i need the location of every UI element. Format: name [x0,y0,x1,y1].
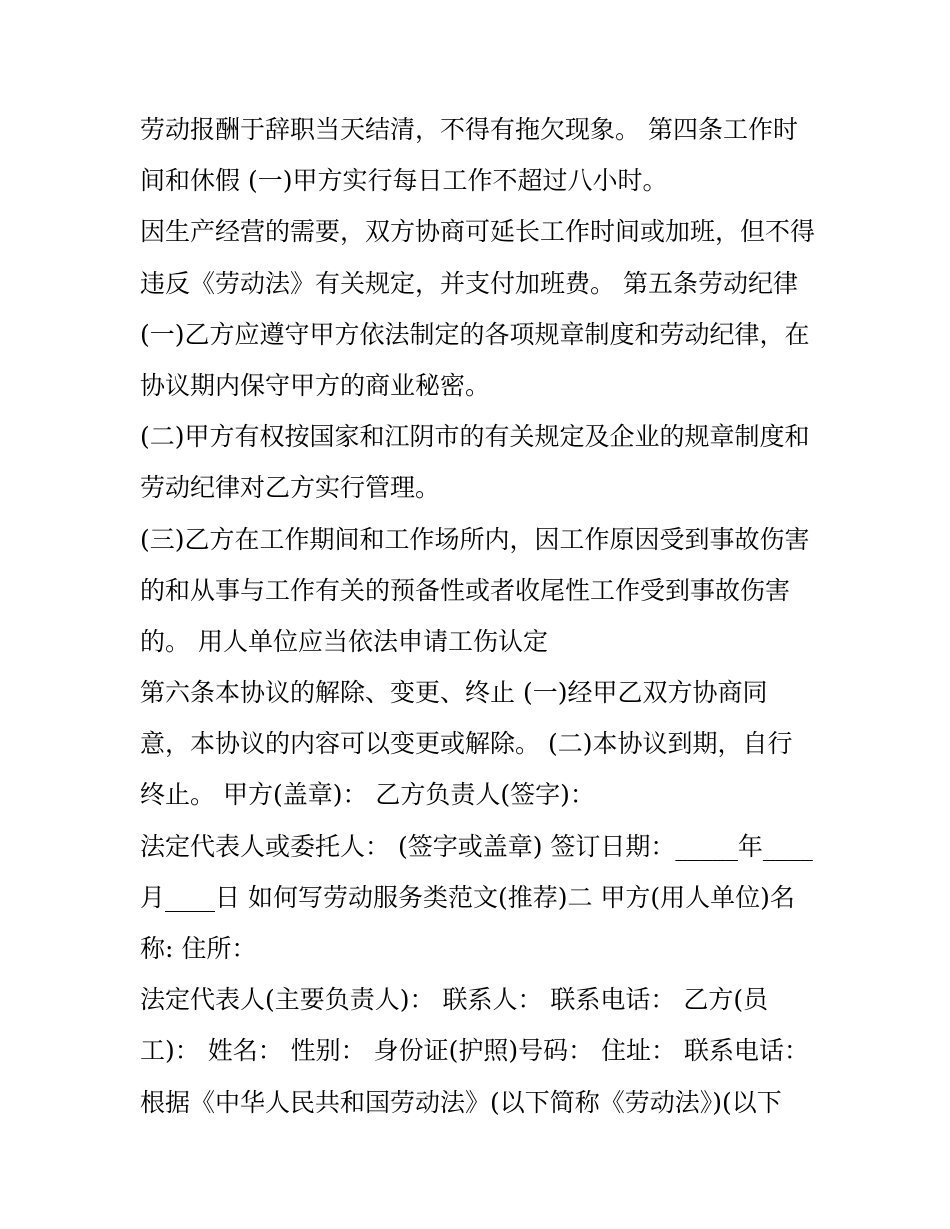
text-line: 劳动纪律对乙方实行管理。 [140,473,441,503]
text-line: 违反《劳动法》有关规定，并支付加班费。 第五条劳动纪律 [140,268,798,298]
text-line: 意，本协议的内容可以变更或解除。 (二)本协议到期，自行 [140,729,793,759]
text-line: 称: 住所： [140,934,257,963]
text-line: 月____日 如何写劳动服务类范文(推荐)二 甲方(用人单位)名 [140,882,795,912]
text-line: (三)乙方在工作期间和工作场所内，因工作原因受到事故伤害 [140,524,810,554]
text-line: 协议期内保守甲方的商业秘密。 [140,370,491,400]
text-line: (二)甲方有权按国家和江阴市的有关规定及企业的规章制度和 [140,422,810,452]
text-line: 工)： 姓名： 性别： 身份证(护照)号码： 住址： 联系电话： [140,1036,809,1066]
text-line: 劳动报酬于辞职当天结清，不得有拖欠现象。 第四条工作时 [140,115,798,144]
text-line: 根据《中华人民共和国劳动法》(以下简称《劳动法》)(以下 [140,1087,782,1117]
text-line: 法定代表人(主要负责人)： 联系人： 联系电话： 乙方(员 [140,985,769,1015]
text-line: (一)乙方应遵守甲方依法制定的各项规章制度和劳动纪律，在 [140,319,810,349]
text-line: 第六条本协议的解除、变更、终止 (一)经甲乙双方协商同 [140,678,768,708]
text-line: 终止。 甲方(盖章)： 乙方负责人(签字)： [140,780,595,810]
text-line: 的。 用人单位应当依法申请工伤认定 [140,626,548,656]
text-line: 的和从事与工作有关的预备性或者收尾性工作受到事故伤害 [140,575,791,605]
document-body [140,104,830,1128]
text-line: 间和休假 (一)甲方实行每日工作不超过八小时。 [140,166,668,196]
text-line: 因生产经营的需要，双方协商可延长工作时间或加班，但不得 [140,217,816,247]
text-line: 法定代表人或委托人： (签字或盖章) 签订日期：_____年____ [140,831,813,861]
